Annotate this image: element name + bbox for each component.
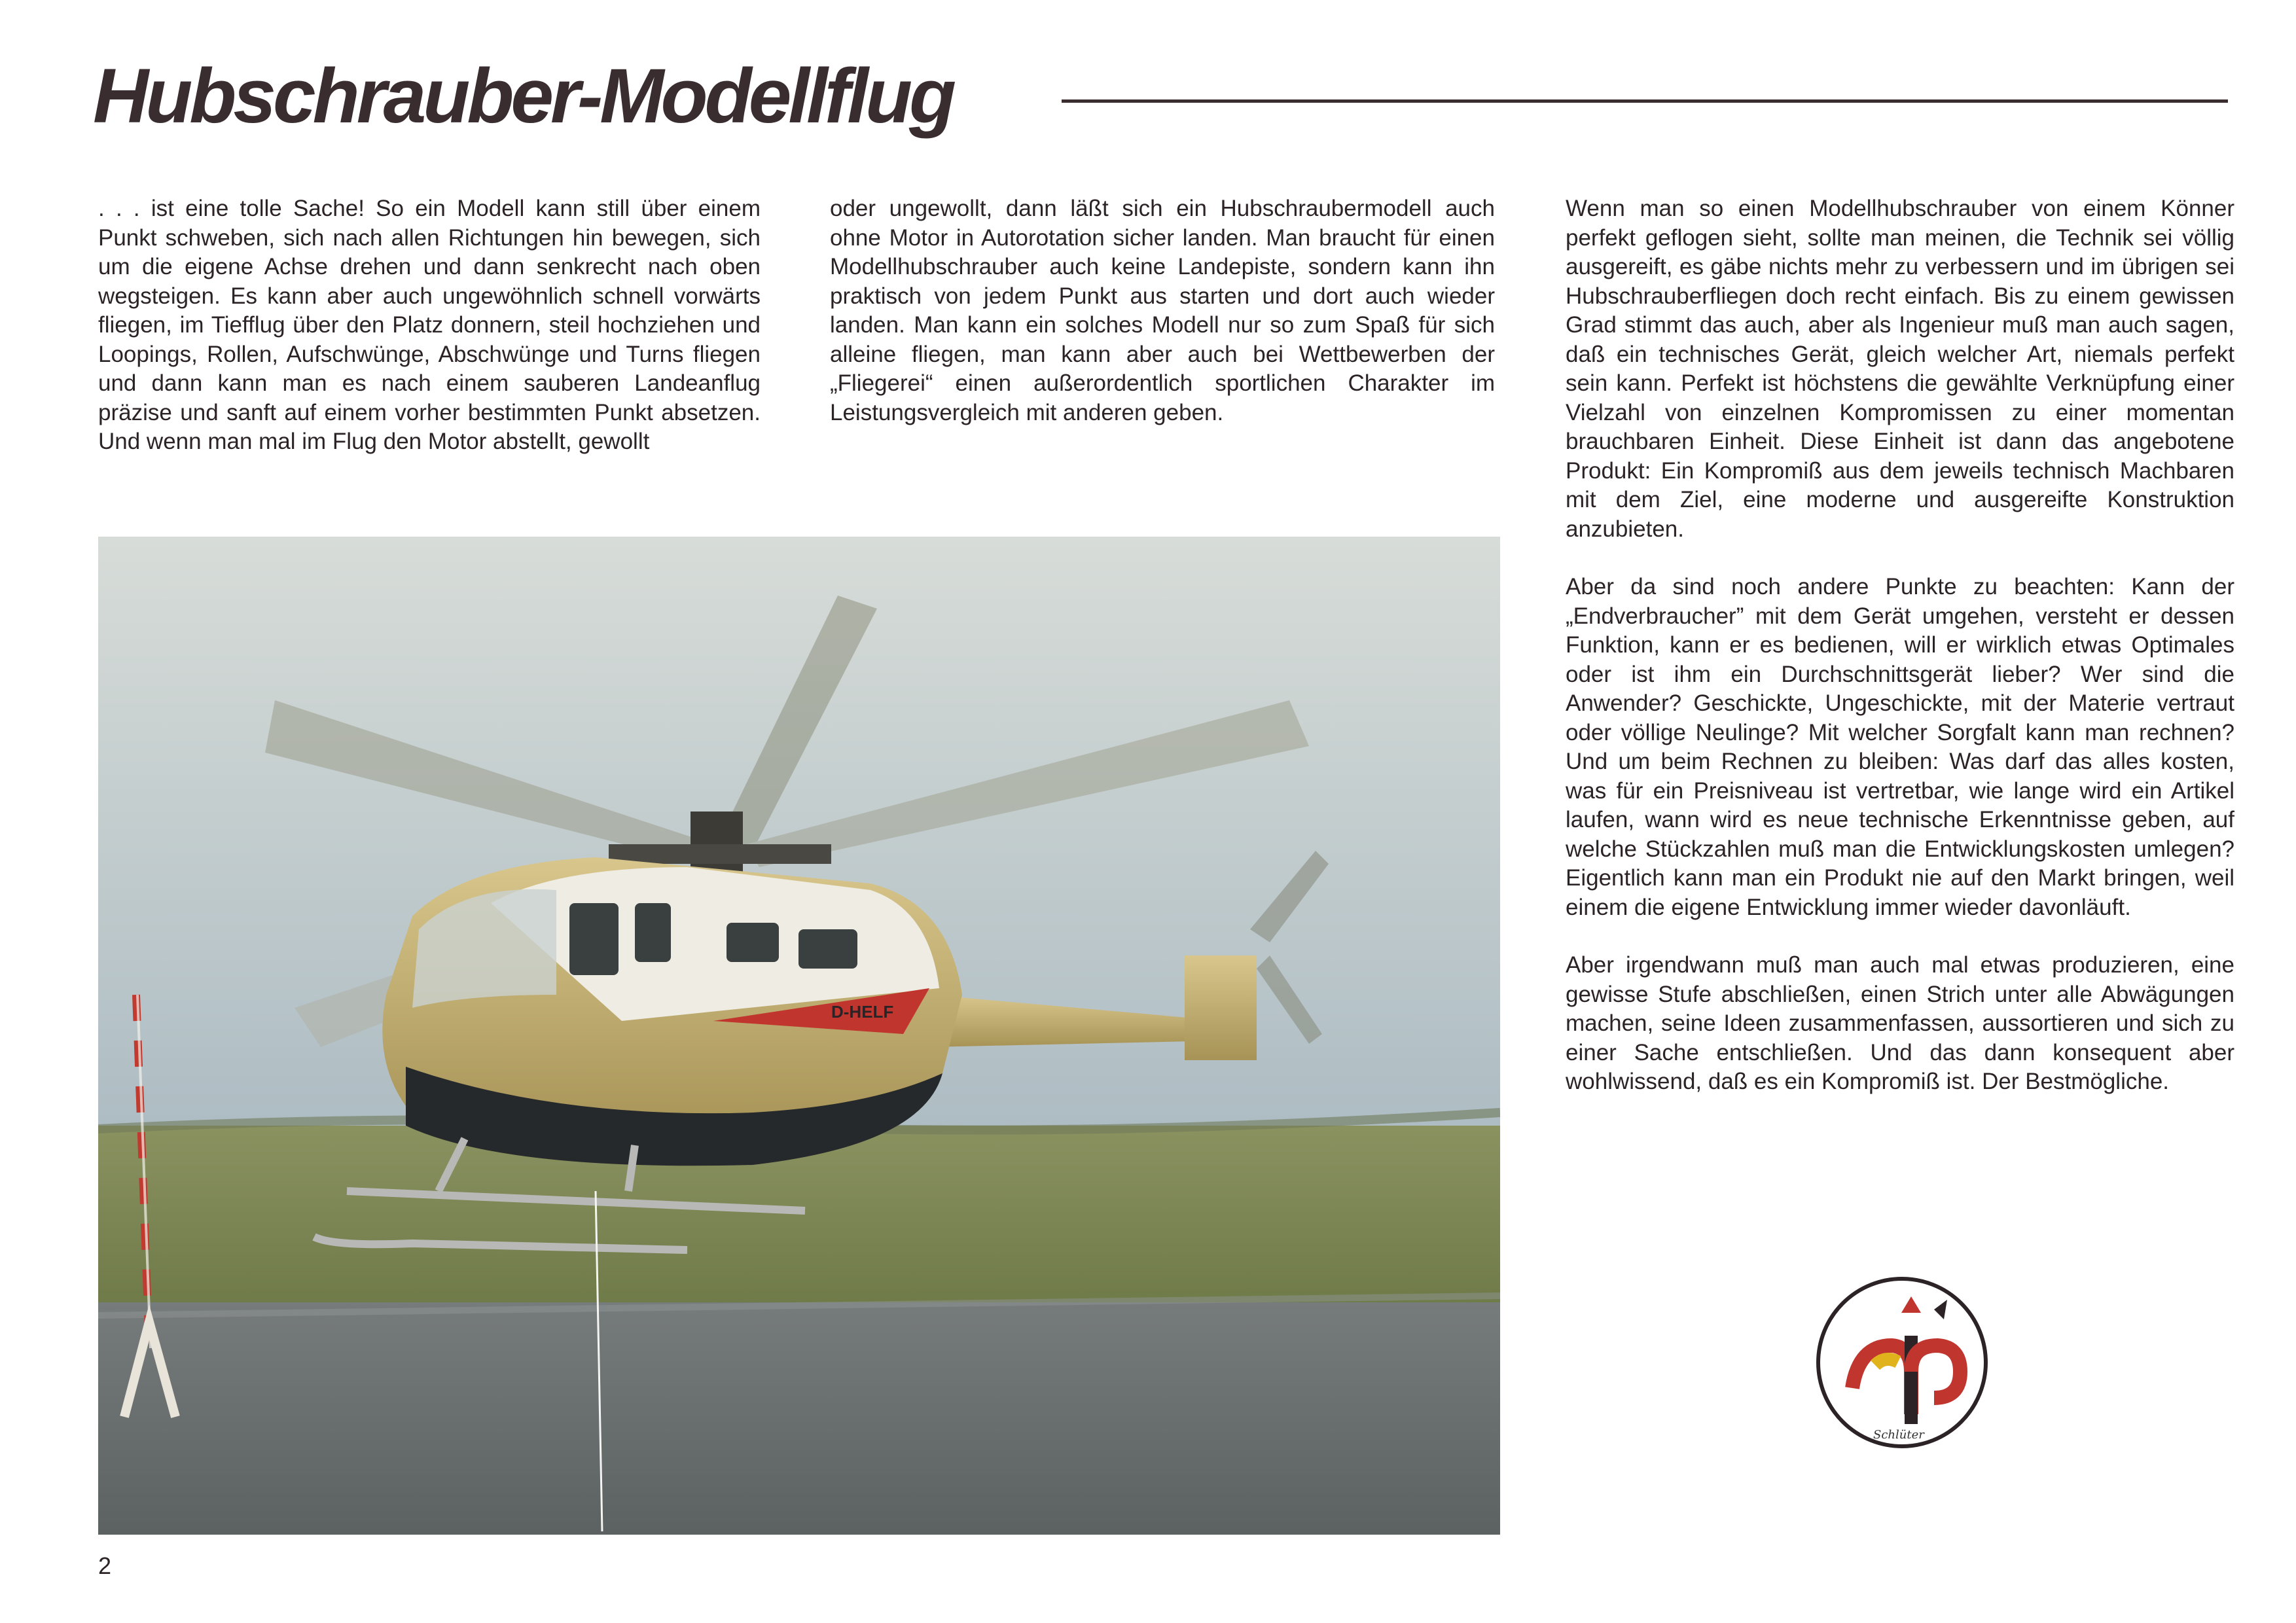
text-column-3 [1566,194,2234,1126]
registration-text: D-HELF [831,1002,894,1022]
schlueter-logo-icon [1813,1274,1991,1452]
fuselage [382,857,962,1166]
helicopter-photo [98,537,1500,1535]
tarmac [98,1302,1500,1535]
paragraph: Aber da sind noch andere Punkte zu beachten: Kann der „Endverbraucher” mit dem Gerät umgehen, versteht er dessen Funktion, kann er es bedienen, will er wirklich etwas Optimales oder ist ihm ein Durchschnittsgerät lieber? Wer sind die Anwender? Geschickte, Ungeschickte, mit der Materie vertraut oder völlige Neulinge? Mit welcher Sorgfalt kann man rechnen? Und um beim Rechnen zu bleiben: Was darf das alles kosten, was für ein Preisniveau ist vertretbar, wie lange wird ein Artikel laufen, wann wird es neue technische Erkenntnisse geben, auf welche Stückzahlen muß man die Entwicklungskosten umlegen? Eigentlich kann man ein Produkt nie auf den Markt bringen, weil einem die eigene Entwicklung immer wieder davonläuft. [1566,574,2234,920]
title-rule [1062,99,2228,103]
paragraph: Aber irgendwann muß man auch mal etwas produzieren, eine gewisse Stufe abschließen, einen Strich unter alle Abwägungen machen, seine Ideen zusammenfassen, aussortieren und sich zu einer Sache entschließen. Und das dann konsequent aber wohlwissend, daß es ein Kompromiß ist. Der Bestmögliche. [1566,952,2234,1094]
paragraph: oder ungewollt, dann läßt sich ein Hubschraubermodell auch ohne Motor in Autorotation sicher landen. Man braucht für einen Modellhubschrauber auch keine Landepiste, sondern kann ihn praktisch von jedem Punkt aus starten und dort auch wieder landen. Man kann ein solches Modell nur so zum Spaß für sich alleine fliegen, man kann aber auch bei Wettbewerben der „Fliegerei“ einen außerordentlich sportlichen Charakter im Leistungsvergleich mit anderen geben. [830,196,1495,425]
paragraph: . . . ist eine tolle Sache! So ein Modell kann still über einem Punkt schweben, sich nach allen Richtungen hin bewegen, sich um die eigene Achse drehen und dann senkrecht nach oben wegsteigen. Es kann aber auch ungewöhnlich schnell vorwärts fliegen, im Tiefflug über den Platz donnern, steil hochziehen und Loopings, Rollen, Aufschwünge, Abschwünge und Turns fliegen und dann kann man es nach einem sauberen Landeanflug präzise und sanft auf einem vorher bestimmten Punkt absetzen. Und wenn man mal im Flug den Motor abstellt, gewollt [98,196,761,454]
page-number: 2 [98,1552,112,1579]
logo-caption: Schlüter [1873,1428,1924,1442]
paragraph: Wenn man so einen Modellhubschrauber von einem Könner perfekt geflogen sieht, sollte man meinen, die Technik sei völlig ausgereift, es gäbe nichts mehr zu verbessern und im übrigen sei Hubschrauberfliegen doch recht einfach. Bis zu einem gewissen Grad stimmt das auch, aber als Ingenieur muß man auch sagen, daß ein technisches Gerät, gleich welcher Art, niemals perfekt sein kann. Perfekt ist höchstens die gewählte Verknüpfung einer Vielzahl von einzelnen Kompromissen zu einer momentan brauchbaren Einheit. Diese Einheit ist dann das angebotene Produkt: Ein Kompromiß aus dem jeweils technisch Machbaren mit dem Ziel, eine moderne und ausgereifte Konstruktion anzubieten. [1566,196,2234,542]
text-column-2 [830,194,1495,456]
text-column-1 [98,194,761,486]
page-title: Hubschrauber-Modellflug [93,53,954,139]
